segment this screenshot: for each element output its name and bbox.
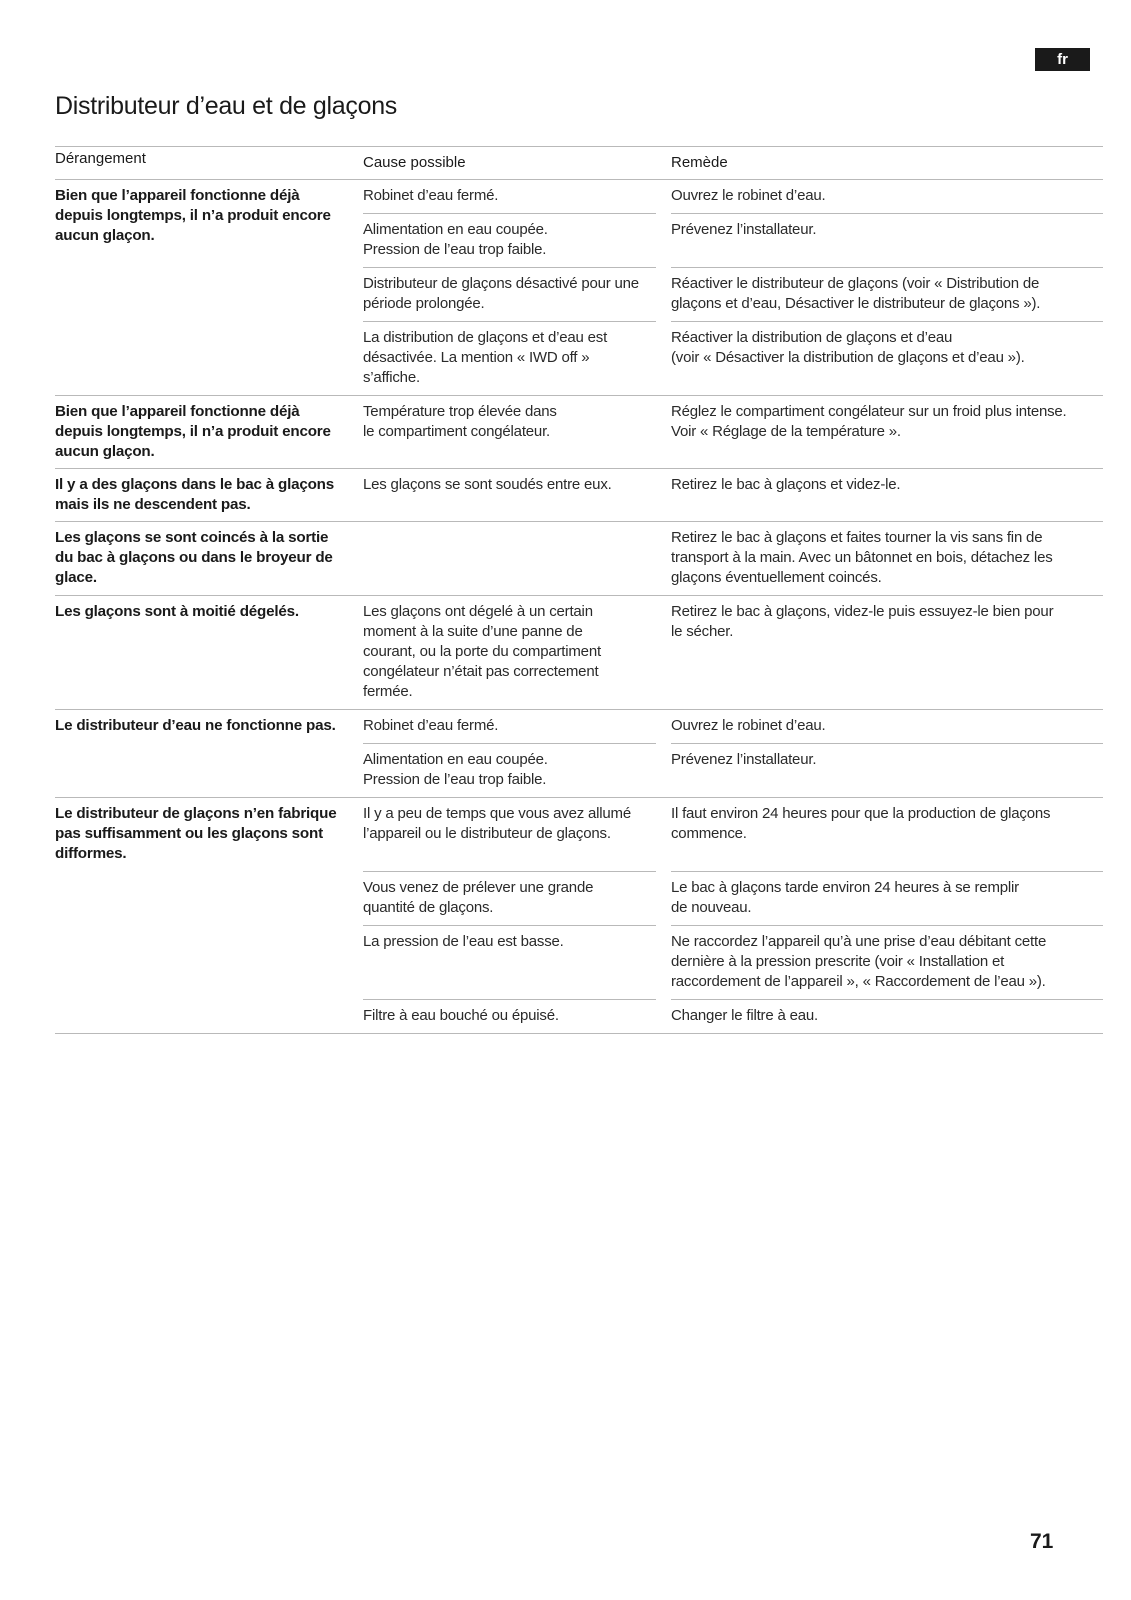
table-row — [363, 710, 1103, 743]
remedy-cell — [671, 321, 1103, 395]
cause-line: courant, ou la porte du compartiment — [363, 643, 601, 660]
table-row-group — [55, 469, 1103, 522]
table-row — [363, 396, 1103, 449]
remedy-line: de nouveau. — [671, 899, 752, 916]
remedy-line: Prévenez l’installateur. — [671, 221, 817, 238]
remedy-cell — [671, 469, 1103, 502]
table-row — [363, 180, 1103, 213]
cause-line: Distributeur de glaçons désactivé pour une — [363, 275, 639, 292]
cause-cell — [363, 798, 656, 871]
cause-cell — [363, 743, 656, 797]
cause-cell — [363, 925, 656, 999]
table-row-group — [55, 180, 1103, 396]
problem-cell — [55, 180, 345, 395]
remedy-cell — [671, 798, 1103, 871]
problem-line: du bac à glaçons ou dans le broyeur de — [55, 549, 333, 566]
problem-line: Les glaçons se sont coincés à la sortie — [55, 529, 329, 546]
remedy-line: dernière à la pression prescrite (voir « Installation et — [671, 953, 1005, 970]
cause-line: Robinet d’eau fermé. — [363, 187, 499, 204]
header-remedy: Remède — [671, 154, 728, 171]
cause-line: Robinet d’eau fermé. — [363, 717, 499, 734]
cause-line: moment à la suite d’une panne de — [363, 623, 583, 640]
cause-cell — [363, 180, 656, 213]
remedy-cell — [671, 999, 1103, 1033]
remedy-line: Ouvrez le robinet d’eau. — [671, 187, 826, 204]
problem-line: Les glaçons sont à moitié dégelés. — [55, 603, 299, 620]
problem-line: pas suffisamment ou les glaçons sont — [55, 825, 323, 842]
cause-line: Pression de l’eau trop faible. — [363, 241, 547, 258]
table-row — [363, 267, 1103, 321]
cause-cell — [363, 321, 656, 395]
header-problem: Dérangement — [55, 150, 146, 167]
cause-line: Les glaçons se sont soudés entre eux. — [363, 476, 612, 493]
remedy-line: raccordement de l’appareil », « Raccordement de l’eau »). — [671, 973, 1046, 990]
remedy-line: (voir « Désactiver la distribution de glaçons et d’eau »). — [671, 349, 1025, 366]
remedy-line: glaçons et d’eau, Désactiver le distributeur de glaçons »). — [671, 295, 1041, 312]
language-badge: fr — [1035, 48, 1090, 71]
remedy-line: Réglez le compartiment congélateur sur un froid plus intense. — [671, 403, 1067, 420]
table-row — [363, 925, 1103, 999]
cause-cell — [363, 999, 656, 1033]
problem-cell — [55, 798, 345, 1033]
problem-cell — [55, 710, 345, 797]
problem-cell — [55, 522, 345, 595]
page-number: 71 — [1030, 1530, 1054, 1553]
table-row-group — [55, 798, 1103, 1033]
cause-line: Il y a peu de temps que vous avez allumé — [363, 805, 631, 822]
cause-line: Alimentation en eau coupée. — [363, 751, 548, 768]
problem-line: glace. — [55, 569, 97, 586]
problem-cell — [55, 469, 345, 521]
problem-line: difformes. — [55, 845, 127, 862]
table-row-group — [55, 396, 1103, 469]
remedy-line: Le bac à glaçons tarde environ 24 heures à se remplir — [671, 879, 1019, 896]
table-row — [363, 999, 1103, 1033]
problem-cell — [55, 396, 345, 468]
cause-line — [363, 844, 656, 864]
problem-line: mais ils ne descendent pas. — [55, 496, 251, 513]
remedy-cell — [671, 180, 1103, 213]
troubleshooting-table — [55, 146, 1103, 1034]
table-row — [363, 213, 1103, 267]
table-row-group — [55, 596, 1103, 710]
problem-cell — [55, 596, 345, 709]
remedy-cell — [671, 743, 1103, 797]
problem-line: Bien que l’appareil fonctionne déjà — [55, 187, 300, 204]
header-cause: Cause possible — [363, 154, 466, 171]
cause-line: Température trop élevée dans — [363, 403, 557, 420]
problem-line: aucun glaçon. — [55, 227, 155, 244]
problem-line: depuis longtemps, il n’a produit encore — [55, 207, 331, 224]
table-row — [363, 321, 1103, 395]
remedy-cell — [671, 596, 1103, 709]
table-row — [363, 596, 1103, 709]
table-header-row — [55, 147, 1103, 180]
cause-line: Filtre à eau bouché ou épuisé. — [363, 1007, 559, 1024]
remedy-line: Retirez le bac à glaçons et faites tourner la vis sans fin de — [671, 529, 1043, 546]
table-row — [363, 743, 1103, 797]
remedy-line: Ouvrez le robinet d’eau. — [671, 717, 826, 734]
cause-line: fermée. — [363, 683, 413, 700]
cause-cell — [363, 710, 656, 743]
cause-cell — [363, 469, 656, 502]
cause-line: le compartiment congélateur. — [363, 423, 551, 440]
table-row-group — [55, 522, 1103, 596]
problem-line: depuis longtemps, il n’a produit encore — [55, 423, 331, 440]
cause-line: La distribution de glaçons et d’eau est — [363, 329, 608, 346]
cause-line: Vous venez de prélever une grande — [363, 879, 594, 896]
cause-line: période prolongée. — [363, 295, 485, 312]
page-title: Distributeur d’eau et de glaçons — [55, 92, 397, 120]
cause-line: l’appareil ou le distributeur de glaçons. — [363, 825, 611, 842]
cause-line: Alimentation en eau coupée. — [363, 221, 548, 238]
remedy-line: transport à la main. Avec un bâtonnet en bois, détachez les — [671, 549, 1053, 566]
remedy-line: Changer le filtre à eau. — [671, 1007, 818, 1024]
remedy-cell — [671, 710, 1103, 743]
remedy-cell — [671, 925, 1103, 999]
cause-cell — [363, 522, 656, 595]
table-row-group — [55, 710, 1103, 798]
table-row — [363, 871, 1103, 925]
problem-line: Le distributeur de glaçons n’en fabrique — [55, 805, 337, 822]
cause-line: La pression de l’eau est basse. — [363, 933, 564, 950]
remedy-line: Retirez le bac à glaçons et videz-le. — [671, 476, 901, 493]
remedy-line: Voir « Réglage de la température ». — [671, 423, 901, 440]
problem-line: Il y a des glaçons dans le bac à glaçons — [55, 476, 334, 493]
remedy-line: commence. — [671, 825, 747, 842]
problem-line: aucun glaçon. — [55, 443, 155, 460]
remedy-line: Retirez le bac à glaçons, videz-le puis essuyez-le bien pour — [671, 603, 1054, 620]
cause-line: désactivée. La mention « IWD off » — [363, 349, 590, 366]
remedy-line: Réactiver le distributeur de glaçons (voir « Distribution de — [671, 275, 1040, 292]
cause-cell — [363, 396, 656, 449]
remedy-line: Il faut environ 24 heures pour que la production de glaçons — [671, 805, 1051, 822]
remedy-line: Réactiver la distribution de glaçons et d’eau — [671, 329, 953, 346]
table-row — [363, 798, 1103, 871]
cause-cell — [363, 596, 656, 709]
remedy-line: Prévenez l’installateur. — [671, 751, 817, 768]
remedy-cell — [671, 396, 1103, 449]
problem-line: Bien que l’appareil fonctionne déjà — [55, 403, 300, 420]
remedy-cell — [671, 871, 1103, 925]
cause-line: Les glaçons ont dégelé à un certain — [363, 603, 593, 620]
remedy-line — [671, 844, 1103, 864]
problem-line: Le distributeur d’eau ne fonctionne pas. — [55, 717, 336, 734]
remedy-line: le sécher. — [671, 623, 734, 640]
table-body — [55, 180, 1103, 1033]
remedy-line: Ne raccordez l’appareil qu’à une prise d’eau débitant cette — [671, 933, 1047, 950]
cause-cell — [363, 213, 656, 267]
cause-cell — [363, 267, 656, 321]
remedy-cell — [671, 522, 1103, 595]
cause-line: Pression de l’eau trop faible. — [363, 771, 547, 788]
cause-line: s’affiche. — [363, 369, 420, 386]
cause-cell — [363, 871, 656, 925]
cause-line: congélateur n’était pas correctement — [363, 663, 599, 680]
remedy-cell — [671, 267, 1103, 321]
table-row — [363, 469, 1103, 502]
remedy-cell — [671, 213, 1103, 267]
cause-line: quantité de glaçons. — [363, 899, 494, 916]
table-row — [363, 522, 1103, 595]
remedy-line: glaçons éventuellement coincés. — [671, 569, 882, 586]
